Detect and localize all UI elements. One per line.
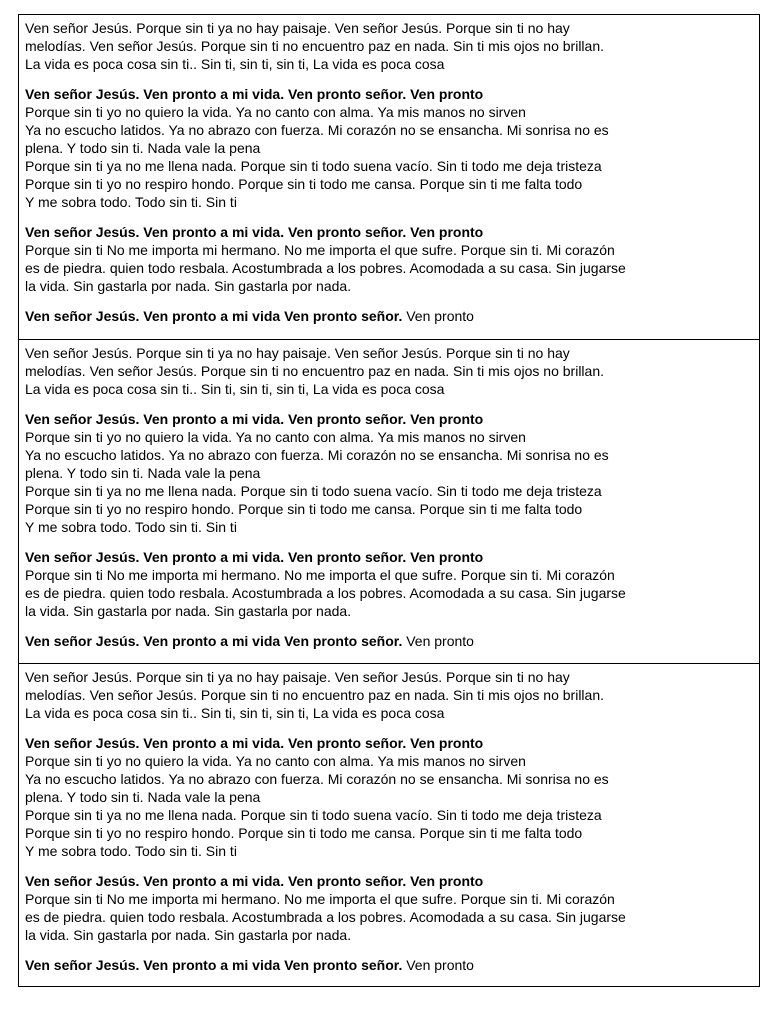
intro-line: Ven señor Jesús. Porque sin ti ya no hay paisaje. Ven señor Jesús. Porque sin ti no hay bbox=[25, 20, 570, 36]
intro-line: La vida es poca cosa sin ti.. Sin ti, sin ti, sin ti, La vida es poca cosa bbox=[25, 381, 445, 397]
closing-normal-text: Ven pronto bbox=[402, 633, 474, 649]
intro-line: Ven señor Jesús. Porque sin ti ya no hay paisaje. Ven señor Jesús. Porque sin ti no hay bbox=[25, 669, 570, 685]
verse-line: la vida. Sin gastarla por nada. Sin gastarla por nada. bbox=[25, 603, 352, 619]
chorus-line: Ven señor Jesús. Ven pronto a mi vida. Ven pronto señor. Ven pronto bbox=[25, 549, 484, 565]
verse-line: Y me sobra todo. Todo sin ti. Sin ti bbox=[25, 843, 237, 859]
verse-line: Porque sin ti ya no me llena nada. Porque sin ti todo suena vacío. Sin ti todo me deja tristeza bbox=[25, 483, 602, 499]
closing-line bbox=[25, 307, 753, 325]
verse-line: plena. Y todo sin ti. Nada vale la pena bbox=[25, 465, 261, 481]
intro-line: melodías. Ven señor Jesús. Porque sin ti no encuentro paz en nada. Sin ti mis ojos no brillan. bbox=[25, 687, 605, 703]
verse-line: la vida. Sin gastarla por nada. Sin gastarla por nada. bbox=[25, 278, 352, 294]
intro-line: Ven señor Jesús. Porque sin ti ya no hay paisaje. Ven señor Jesús. Porque sin ti no hay bbox=[25, 345, 570, 361]
verse-line: Porque sin ti yo no quiero la vida. Ya no canto con alma. Ya mis manos no sirven bbox=[25, 753, 526, 769]
intro-line: melodías. Ven señor Jesús. Porque sin ti no encuentro paz en nada. Sin ti mis ojos no brillan. bbox=[25, 38, 605, 54]
verse-line: Porque sin ti ya no me llena nada. Porque sin ti todo suena vacío. Sin ti todo me deja tristeza bbox=[25, 807, 602, 823]
chorus-line: Ven señor Jesús. Ven pronto a mi vida. Ven pronto señor. Ven pronto bbox=[25, 86, 484, 102]
verse-line: es de piedra. quien todo resbala. Acostumbrada a los pobres. Acomodada a su casa. Sin jugarse bbox=[25, 585, 626, 601]
lyrics-copy-3 bbox=[19, 663, 759, 986]
verse-line: Porque sin ti No me importa mi hermano. No me importa el que sufre. Porque sin ti. Mi corazón bbox=[25, 567, 615, 583]
verse-line: Ya no escucho latidos. Ya no abrazo con fuerza. Mi corazón no se ensancha. Mi sonrisa no es bbox=[25, 771, 609, 787]
lyrics-copy-1 bbox=[19, 15, 759, 339]
verse-line: Ya no escucho latidos. Ya no abrazo con fuerza. Mi corazón no se ensancha. Mi sonrisa no es bbox=[25, 447, 609, 463]
lyrics-copy-2 bbox=[19, 339, 759, 663]
verse-line: Porque sin ti yo no respiro hondo. Porque sin ti todo me cansa. Porque sin ti me falta todo bbox=[25, 501, 583, 517]
chorus-line: Ven señor Jesús. Ven pronto a mi vida. Ven pronto señor. Ven pronto bbox=[25, 224, 484, 240]
closing-line bbox=[25, 632, 753, 650]
closing-bold-text: Ven señor Jesús. Ven pronto a mi vida Ven pronto señor. bbox=[25, 957, 403, 973]
verse-line: Porque sin ti yo no quiero la vida. Ya no canto con alma. Ya mis manos no sirven bbox=[25, 429, 526, 445]
verse-line: Porque sin ti No me importa mi hermano. No me importa el que sufre. Porque sin ti. Mi corazón bbox=[25, 891, 615, 907]
verse-line: Y me sobra todo. Todo sin ti. Sin ti bbox=[25, 194, 237, 210]
verse-line: la vida. Sin gastarla por nada. Sin gastarla por nada. bbox=[25, 927, 352, 943]
verse-line: plena. Y todo sin ti. Nada vale la pena bbox=[25, 140, 261, 156]
verse-line: Porque sin ti ya no me llena nada. Porque sin ti todo suena vacío. Sin ti todo me deja tristeza bbox=[25, 158, 602, 174]
verse-line: Y me sobra todo. Todo sin ti. Sin ti bbox=[25, 519, 237, 535]
closing-bold-text: Ven señor Jesús. Ven pronto a mi vida Ven pronto señor. bbox=[25, 633, 403, 649]
chorus-line: Ven señor Jesús. Ven pronto a mi vida. Ven pronto señor. Ven pronto bbox=[25, 873, 484, 889]
chorus-line: Ven señor Jesús. Ven pronto a mi vida. Ven pronto señor. Ven pronto bbox=[25, 735, 484, 751]
closing-line bbox=[25, 956, 753, 974]
closing-normal-text: Ven pronto bbox=[402, 308, 474, 324]
closing-normal-text: Ven pronto bbox=[402, 957, 474, 973]
lyrics-sheet bbox=[18, 14, 760, 987]
verse-line: plena. Y todo sin ti. Nada vale la pena bbox=[25, 789, 261, 805]
verse-line: es de piedra. quien todo resbala. Acostumbrada a los pobres. Acomodada a su casa. Sin jugarse bbox=[25, 260, 626, 276]
verse-line: es de piedra. quien todo resbala. Acostumbrada a los pobres. Acomodada a su casa. Sin jugarse bbox=[25, 909, 626, 925]
intro-line: melodías. Ven señor Jesús. Porque sin ti no encuentro paz en nada. Sin ti mis ojos no brillan. bbox=[25, 363, 605, 379]
verse-line: Ya no escucho latidos. Ya no abrazo con fuerza. Mi corazón no se ensancha. Mi sonrisa no es bbox=[25, 122, 609, 138]
verse-line: Porque sin ti No me importa mi hermano. No me importa el que sufre. Porque sin ti. Mi corazón bbox=[25, 242, 615, 258]
chorus-line: Ven señor Jesús. Ven pronto a mi vida. Ven pronto señor. Ven pronto bbox=[25, 411, 484, 427]
verse-line: Porque sin ti yo no respiro hondo. Porque sin ti todo me cansa. Porque sin ti me falta todo bbox=[25, 176, 583, 192]
intro-line: La vida es poca cosa sin ti.. Sin ti, sin ti, sin ti, La vida es poca cosa bbox=[25, 56, 445, 72]
closing-bold-text: Ven señor Jesús. Ven pronto a mi vida Ven pronto señor. bbox=[25, 308, 403, 324]
intro-line: La vida es poca cosa sin ti.. Sin ti, sin ti, sin ti, La vida es poca cosa bbox=[25, 705, 445, 721]
verse-line: Porque sin ti yo no quiero la vida. Ya no canto con alma. Ya mis manos no sirven bbox=[25, 104, 526, 120]
verse-line: Porque sin ti yo no respiro hondo. Porque sin ti todo me cansa. Porque sin ti me falta todo bbox=[25, 825, 583, 841]
